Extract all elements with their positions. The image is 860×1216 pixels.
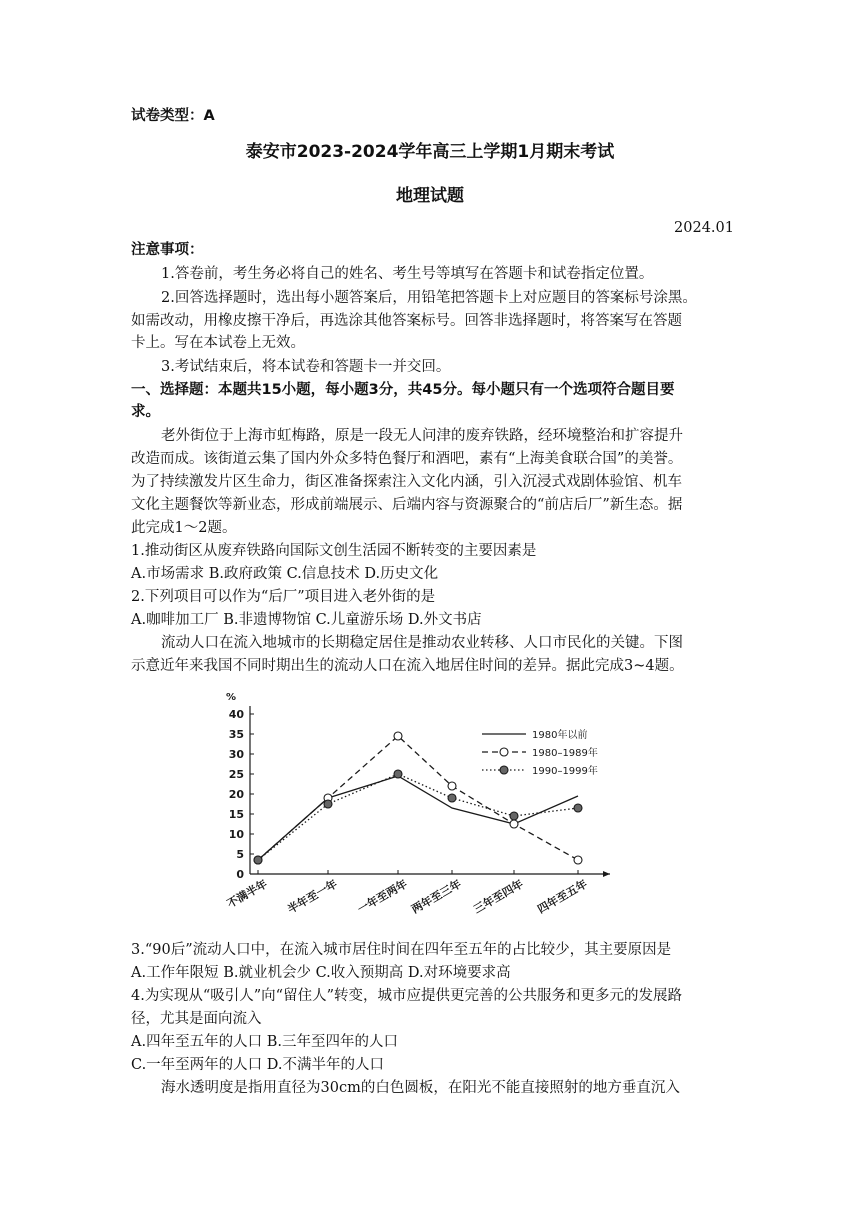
legend-marker-3 [500,766,508,774]
legend-marker-2 [500,748,508,756]
y-tick-label: 20 [228,788,244,801]
x-tick-label: 两年至三年 [409,877,464,917]
exam-title: 泰安市2023-2024学年高三上学期1月期末考试 [245,142,615,162]
x-tick-label: 一年至两年 [355,877,410,917]
series-3-point [574,804,582,812]
section-heading-line-1: 一、选择题：本题共15小题，每小题3分，共45分。每小题只有一个选项符合题目要 [131,382,675,398]
passage-1-line-4: 文化主题餐饮等新业态，形成前端展示、后端内容与资源聚合的“前店后厂”新生态。据 [131,497,683,513]
series-2-point [394,732,402,740]
question-4-options-line-2: C.一年至两年的人口 D.不满半年的人口 [131,1057,385,1073]
passage-3-line-1: 海水透明度是指用直径为30cm的白色圆板，在阳光不能直接照射的地方垂直沉入 [161,1080,680,1096]
passage-1-line-2: 改造而成。该街道云集了国内外众多特色餐厅和酒吧，素有“上海美食联合国”的美誉。 [131,451,683,467]
series-line-2 [258,736,578,860]
question-2-stem: 2.下列项目可以作为“后厂”项目进入老外街的是 [131,589,436,605]
chart-axes [224,692,610,916]
paper-type: 试卷类型：A [131,108,215,124]
legend-label-3: 1990–1999年 [532,766,598,777]
notice-item-2-line-3: 卡上。写在本试卷上无效。 [131,335,305,351]
question-3-stem: 3.“90后”流动人口中，在流入城市居住时间在四年至五年的占比较少，其主要原因是 [131,942,672,958]
notice-item-2-line-1: 2.回答选择题时，选出每小题答案后，用铅笔把答题卡上对应题目的答案标号涂黑。 [161,290,697,306]
series-3-point [510,812,518,820]
passage-1-line-5: 此完成1～2题。 [131,520,237,536]
series-2-point [574,856,582,864]
series-2-point [510,820,518,828]
series-3-point [324,800,332,808]
question-2-options: A.咖啡加工厂 B.非遗博物馆 C.儿童游乐场 D.外文书店 [131,612,482,628]
y-tick-label: 0 [236,868,244,881]
passage-1-line-3: 为了持续激发片区生命力，街区准备探索注入文化内涵，引入沉浸式戏剧体验馆、机车 [131,474,682,490]
passage-2-line-2: 示意近年来我国不同时期出生的流动人口在流入地居住时间的差异。据此完成3~4题。 [131,658,684,674]
legend-label-2: 1980–1989年 [532,748,598,759]
y-tick-label: 30 [228,748,244,761]
y-tick-label: 35 [228,728,244,741]
series-2-point [448,782,456,790]
question-4-options-line-1: A.四年至五年的人口 B.三年至四年的人口 [131,1034,398,1050]
x-tick-label: 四年至五年 [535,877,590,917]
series-3-point [448,794,456,802]
question-3-options: A.工作年限短 B.就业机会少 C.收入预期高 D.对环境要求高 [131,965,511,981]
passage-1-line-1: 老外街位于上海市虹梅路，原是一段无人问津的废弃铁路，经环境整治和扩容提升 [161,428,683,444]
series-3-point [394,770,402,778]
section-heading-line-2: 求。 [131,404,160,420]
residence-duration-line-chart [220,686,620,948]
question-4-stem-line-1: 4.为实现从“吸引人”向“留住人”转变，城市应提供更完善的公共服务和更多元的发展路 [131,988,682,1004]
y-tick-label: 10 [228,828,244,841]
y-tick-label: 15 [228,808,244,821]
notice-item-2-line-2: 如需改动，用橡皮擦干净后，再选涂其他答案标号。回答非选择题时，将答案写在答题 [131,313,682,329]
legend-label-1: 1980年以前 [532,730,588,741]
x-tick-label: 不满半年 [224,877,270,911]
x-axis-arrow [603,871,610,877]
notice-heading: 注意事项： [131,242,204,258]
y-axis-unit: % [226,692,237,703]
question-1-options: A.市场需求 B.政府政策 C.信息技术 D.历史文化 [131,566,439,582]
question-1-stem: 1.推动街区从废弃铁路向国际文创生活园不断转变的主要因素是 [131,543,537,559]
notice-item-1: 1.答卷前，考生务必将自己的姓名、考生号等填写在答题卡和试卷指定位置。 [161,266,654,282]
x-tick-label: 半年至一年 [285,877,340,917]
y-tick-label: 25 [228,768,244,781]
y-tick-label: 5 [236,848,244,861]
passage-2-line-1: 流动人口在流入地城市的长期稳定居住是推动农业转移、人口市民化的关键。下图 [161,635,683,651]
chart-legend [482,728,598,777]
notice-item-3: 3.考试结束后，将本试卷和答题卡一并交回。 [161,359,451,375]
x-tick-label: 三年至四年 [471,877,526,917]
y-tick-label: 40 [228,708,244,721]
exam-date: 2024.01 [674,220,734,236]
exam-subtitle: 地理试题 [396,186,464,206]
question-4-stem-line-2: 径，尤其是面向流入 [131,1011,262,1027]
series-3-point [254,856,262,864]
